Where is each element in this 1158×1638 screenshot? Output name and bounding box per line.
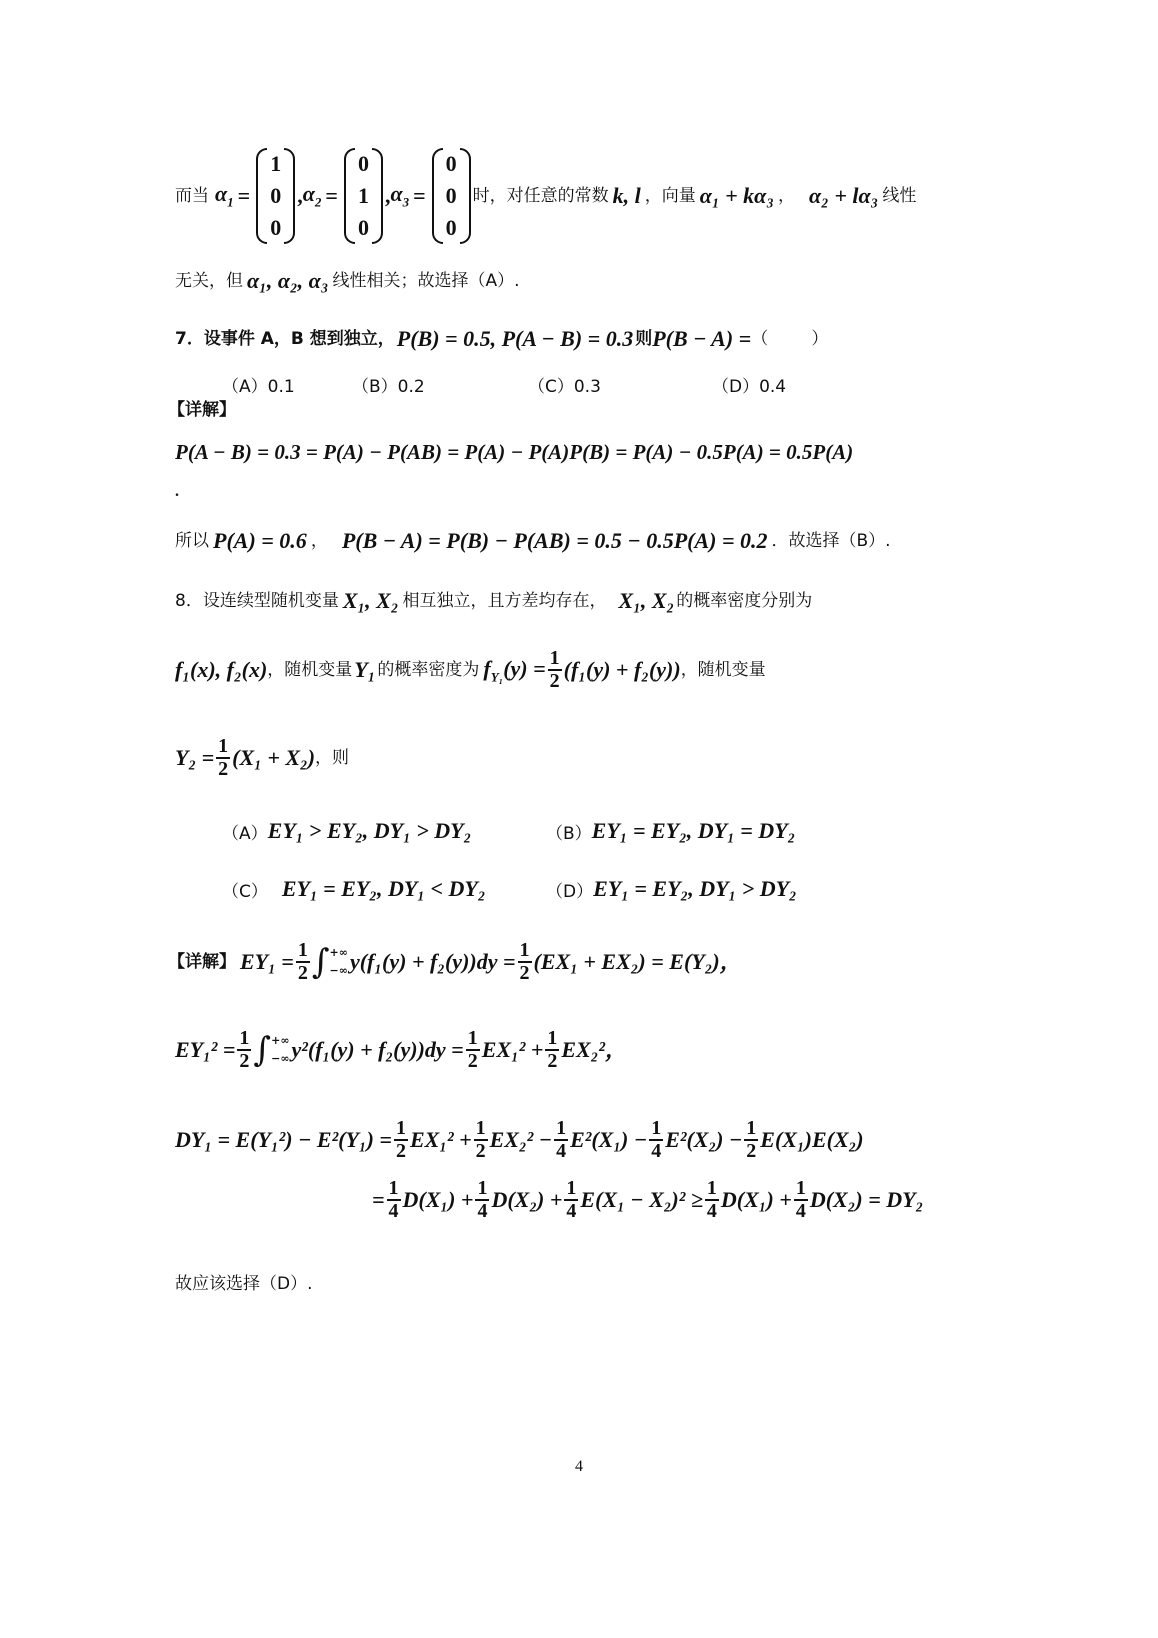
q8-conclusion: 故应该选择（D）.	[175, 1274, 313, 1294]
alpha1: $\alpha_1$	[215, 181, 234, 210]
line-vector-definition: 而当 $\alpha_1$ = 1 0 0 , $\alpha_2$ = 0 1 0 , $\alpha_3$ = 0 0 0 时，对任意的常数 k, l ，向量 α₁ + kα₃ ， α₂ + lα₃ 线性	[175, 148, 916, 244]
q7-conclusion: 所以 P(A) = 0.6 ， P(B − A) = P(B) − P(AB) = 0.5 − 0.5P(A) = 0.2 ．故选择（B）.	[175, 528, 891, 553]
line-linear-dependence: 无关，但 α₁, α₂, α₃ 线性相关；故选择（A）.	[175, 268, 520, 293]
text-suffix: 线性	[882, 185, 917, 206]
text-mid: 时，对任意的常数	[472, 185, 609, 206]
question-7: 7． 设事件 A，B 想到独立， P(B) = 0.5, P(A − B) = 0.3 则 P(B − A) = （ ）	[175, 326, 829, 351]
question-number: 8．	[175, 591, 203, 611]
q7-detail-label: 【详解】	[168, 400, 236, 420]
matrix-alpha3: 0 0 0	[432, 148, 471, 244]
q8-detail-label: 【详解】	[168, 951, 236, 972]
q8-detail-line-3: DY₁ = E(Y₁²) − E²(Y₁) = $\frac{1}{2}$ EX₁² + $\frac{1}{2}$ EX₂² − $\frac{1}{4}$ E²(X₁) − $\frac{1}{4}$ E²(X₂) − $\frac{1}{2}$ E(X₁)E(X₂)	[175, 1117, 864, 1162]
page-number: 4	[575, 1458, 583, 1475]
alpha3: $\alpha_3$	[390, 181, 410, 210]
q7-option-a: （A）0.1	[222, 377, 295, 397]
q8-density-line: f₁(x), f₂(x) ，随机变量 Y₁ 的概率密度为 $f_{Y_1}(y)$ = $\frac{1}{2}$ (f₁(y) + f₂(y)) ，随机变量	[175, 647, 766, 692]
fraction-half: $\frac{1}{2}$	[549, 647, 560, 692]
answer-blank: （ ）	[751, 329, 829, 349]
q7-option-b: （B）0.2	[352, 377, 425, 397]
q8-option-c: （C） EY₁ = EY₂, DY₁ < DY₂	[222, 876, 486, 902]
q8-detail-line-4: = $\frac{1}{4}$ D(X₁) + $\frac{1}{4}$ D(X₂) + $\frac{1}{4}$ E(X₁ − X₂)² ≥ $\frac{1}{4}$ D(X₁) + $\frac{1}{4}$ D(X₂) = DY₂	[372, 1177, 924, 1222]
matrix-alpha2: 0 1 0	[344, 148, 383, 244]
text-prefix: 而当	[175, 185, 209, 206]
q7-option-d: （D）0.4	[712, 377, 787, 397]
vector-combo-1: α₁ + kα₃	[699, 182, 774, 208]
q8-y2-line: Y₂ = $\frac{1}{2}$ (X₁ + X₂) ，则	[175, 735, 350, 780]
q8-detail-line-2: EY₁² = $\frac{1}{2}$ ∫ +∞ −∞ y²(f₁(y) + f₂(y))dy = $\frac{1}{2}$ EX₁² + $\frac{1}{2}$ EX₂²，	[175, 1027, 627, 1072]
q8-option-a: （A） EY₁ > EY₂, DY₁ > DY₂	[222, 818, 472, 844]
text-vector-label: ，向量	[644, 185, 696, 206]
matrix-alpha1: 1 0 0	[256, 148, 295, 244]
q7-condition: P(B) = 0.5, P(A − B) = 0.3	[396, 326, 634, 351]
q7-ask: P(B − A) =	[652, 326, 752, 351]
integral-sign: ∫	[311, 941, 330, 982]
q8-option-d: （D） EY₁ = EY₂, DY₁ > DY₂	[546, 876, 797, 902]
constants-kl: k, l	[612, 182, 641, 208]
vector-combo-2: α₂ + lα₃	[809, 182, 879, 208]
vectors-list: α₁, α₂, α₃	[247, 268, 329, 293]
q7-option-c: （C）0.3	[528, 377, 601, 397]
q8-option-b: （B） EY₁ = EY₂, DY₁ = DY₂	[546, 818, 796, 844]
q8-detail-line-1: 【详解】 EY₁ = $\frac{1}{2}$ ∫ +∞ −∞ y(f₁(y) + f₂(y))dy = $\frac{1}{2}$ (EX₁ + EX₂) = E(Y₂)，	[168, 939, 742, 984]
question-8: 8． 设连续型随机变量 X₁, X₂ 相互独立，且方差均存在， X₁, X₂ 的概率密度分别为	[175, 588, 813, 613]
q7-equation: P(A − B) = 0.3 = P(A) − P(AB) = P(A) − P(A)P(B) = P(A) − 0.5P(A) = 0.5P(A)	[175, 440, 854, 464]
question-number: 7．	[175, 329, 204, 349]
alpha2: $\alpha_2$	[302, 181, 322, 210]
